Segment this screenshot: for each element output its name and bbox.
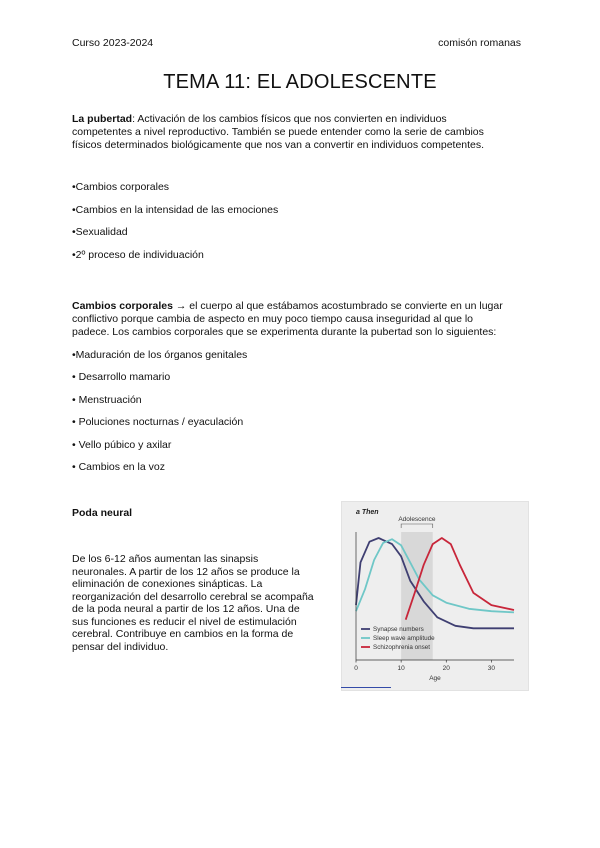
- poda-heading: Poda neural: [72, 507, 133, 519]
- poda-paragraph: [72, 553, 320, 653]
- list-item: •2º proceso de individuación: [72, 249, 204, 261]
- adolescence-bracket: [401, 524, 433, 528]
- cambios-paragraph: [72, 300, 532, 339]
- poda-line: neuronales. A partir de los 12 años se produce la: [72, 565, 300, 578]
- figure-underline: [341, 687, 391, 688]
- list-item: • Desarrollo mamario: [72, 371, 171, 383]
- x-tick-label: 30: [487, 665, 496, 672]
- x-tick-label: 10: [397, 665, 405, 672]
- pubertad-line-2: competentes a nivel reproductivo. También se puede entender como la serie de cambios: [72, 126, 484, 138]
- cambios-line-3: padece. Los cambios corporales que se experimenta durante la pubertad son lo siguientes:: [72, 326, 497, 338]
- synapse-chart-figure: [341, 501, 529, 691]
- legend-label-0: Synapse numbers: [373, 626, 424, 634]
- list-item: • Vello púbico y axilar: [72, 439, 172, 451]
- list-item: • Menstruación: [72, 394, 142, 406]
- pubertad-paragraph: [72, 113, 532, 152]
- list-item: •Maduración de los órganos genitales: [72, 349, 248, 361]
- list-item: •Cambios corporales: [72, 181, 170, 193]
- poda-line: pensar del individuo.: [72, 640, 169, 653]
- pubertad-line-1: : Activación de los cambios físicos que nos convierten en individuos: [132, 113, 447, 125]
- x-tick-label: 0: [354, 665, 358, 672]
- poda-line: De los 6-12 años aumentan las sinapsis: [72, 553, 259, 565]
- poda-line: cerebral. Contribuye en cambios en la forma de: [72, 628, 294, 640]
- legend-label-2: Schizophrenia onset: [373, 644, 431, 652]
- header-commission: comisón romanas: [438, 37, 521, 49]
- poda-line: reorganización del desarrollo cerebral se acompaña: [72, 590, 314, 603]
- cambios-line-2: conflictivo porque cambia de aspecto en muy poco tiempo causa inseguridad al que lo: [72, 313, 473, 325]
- series-line-1: [356, 539, 514, 612]
- adolescence-label: Adolescence: [398, 516, 436, 523]
- list-item: •Sexualidad: [72, 226, 128, 238]
- cambios-line-1: → el cuerpo al que estábamos acostumbrado se convierte en un lugar: [172, 300, 503, 312]
- list-item: • Poluciones nocturnas / eyaculación: [72, 416, 244, 428]
- chart-title: a Then: [356, 509, 379, 516]
- header-course: Curso 2023-2024: [72, 37, 154, 49]
- list-item: •Cambios en la intensidad de las emociones: [72, 204, 279, 216]
- list-item: • Cambios en la voz: [72, 461, 165, 473]
- cambios-term: Cambios corporales: [72, 300, 173, 312]
- poda-line: eliminación de conexiones sinápticas. La: [72, 578, 263, 590]
- legend-label-1: Sleep wave amplitude: [373, 635, 435, 643]
- x-tick-label: 20: [442, 665, 450, 672]
- synapse-chart: [342, 502, 528, 690]
- x-axis-label: Age: [429, 675, 441, 682]
- page-title: TEMA 11: EL ADOLESCENTE: [163, 71, 437, 93]
- pubertad-term: La pubertad: [72, 113, 133, 125]
- poda-line: sus funciones es reducir el nivel de estimulación: [72, 615, 297, 628]
- series-line-0: [356, 538, 514, 628]
- poda-line: de la poda neural a partir de los 12 años. Una de: [72, 603, 300, 615]
- pubertad-line-3: físicos determinados biológicamente que nos van a convertir en individuos competentes.: [72, 139, 485, 151]
